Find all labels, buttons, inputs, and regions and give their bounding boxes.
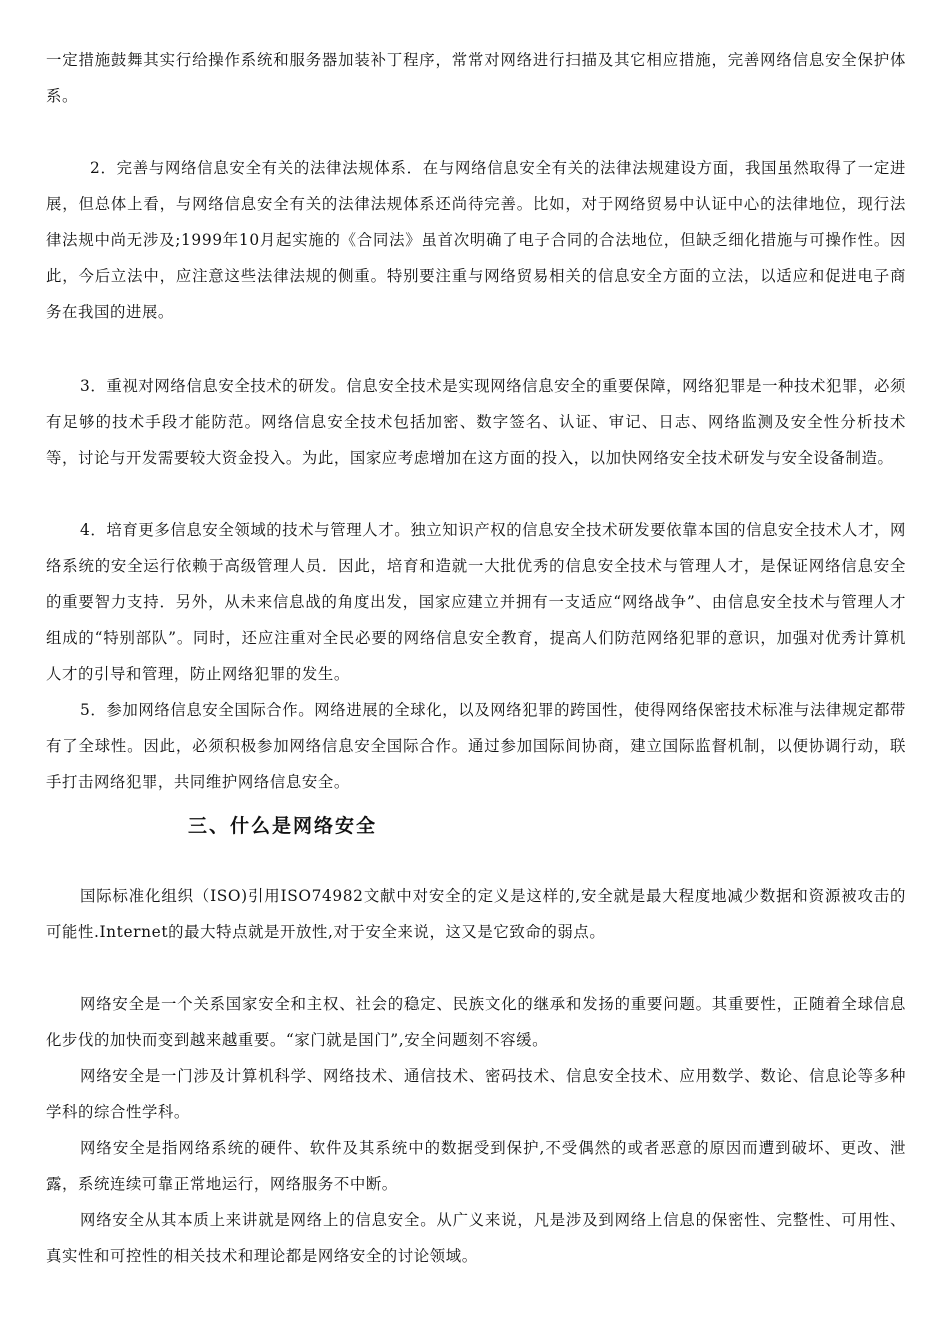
paragraph-security-tech: 3．重视对网络信息安全技术的研发。信息安全技术是实现网络信息安全的重要保障，网络犯罪是一种技术犯罪，必须有足够的技术手段才能防范。网络信息安全技术包括加密、数字签名、认证、审记、日志、网络监测及安全性分析技术等，讨论与开发需要较大资金投入。为此，国家应考虑增加在这方面的投入，以加快网络安全技术研发与安全设备制造。 xyxy=(46,377,906,467)
paragraph-continuation: 一定措施鼓舞其实行给操作系统和服务器加装补丁程序，常常对网络进行扫描及其它相应措施，完善网络信息安全保护体系。 xyxy=(46,51,906,105)
paragraph-information-security: 网络安全从其本质上来讲就是网络上的信息安全。从广义来说，凡是涉及到网络上信息的保密性、完整性、可用性、真实性和可控性的相关技术和理论都是网络安全的讨论领域。 xyxy=(46,1211,906,1265)
section-heading: 三、什么是网络安全 xyxy=(188,815,378,837)
paragraph-multidisciplinary: 网络安全是一门涉及计算机科学、网络技术、通信技术、密码技术、信息安全技术、应用数学、数论、信息论等多种学科的综合性学科。 xyxy=(46,1067,906,1121)
paragraph-national-security: 网络安全是一个关系国家安全和主权、社会的稳定、民族文化的继承和发扬的重要问题。其重要性，正随着全球信息化步伐的加快而变到越来越重要。“家门就是国门”,安全问题刻不容缓。 xyxy=(46,995,906,1049)
paragraph-talent: 4．培育更多信息安全领域的技术与管理人才。独立知识产权的信息安全技术研发要依靠本国的信息安全技术人才，网络系统的安全运行依赖于高级管理人员．因此，培育和造就一大批优秀的信息安全技术与管理人才，是保证网络信息安全的重要智力支持．另外，从未来信息战的角度出发，国家应建立并拥有一支适应“网络战争”、由信息安全技术与管理人才组成的“特别部队”。同时，还应注重对全民必要的网络信息安全教育，提高人们防范网络犯罪的意识，加强对优秀计算机人才的引导和管理，防止网络犯罪的发生。 xyxy=(46,521,906,683)
paragraph-iso-definition: 国际标准化组织（ISO)引用ISO74982文献中对安全的定义是这样的,安全就是最大程度地减少数据和资源被攻击的可能性.Internet的最大特点就是开放性,对于安全来说，这又是它致命的弱点。 xyxy=(46,887,906,941)
paragraph-legal-system: 2．完善与网络信息安全有关的法律法规体系．在与网络信息安全有关的法律法规建设方面，我国虽然取得了一定进展，但总体上看，与网络信息安全有关的法律法规体系还尚待完善。比如，对于网络贸易中认证中心的法律地位，现行法律法规中尚无涉及;1999年10月起实施的《合同法》虽首次明确了电子合同的合法地位，但缺乏细化措施与可操作性。因此，今后立法中，应注意这些法律法规的侧重。特别要注重与网络贸易相关的信息安全方面的立法，以适应和促进电子商务在我国的进展。 xyxy=(46,159,906,321)
paragraph-international-cooperation: 5．参加网络信息安全国际合作。网络进展的全球化，以及网络犯罪的跨国性，使得网络保密技术标准与法律规定都带有了全球性。因此，必须积极参加网络信息安全国际合作。通过参加国际间协商，建立国际监督机制，以便协调行动，联手打击网络犯罪，共同维护网络信息安全。 xyxy=(46,701,906,791)
paragraph-definition: 网络安全是指网络系统的硬件、软件及其系统中的数据受到保护,不受偶然的或者恶意的原因而遭到破坏、更改、泄露，系统连续可靠正常地运行，网络服务不中断。 xyxy=(46,1139,906,1193)
